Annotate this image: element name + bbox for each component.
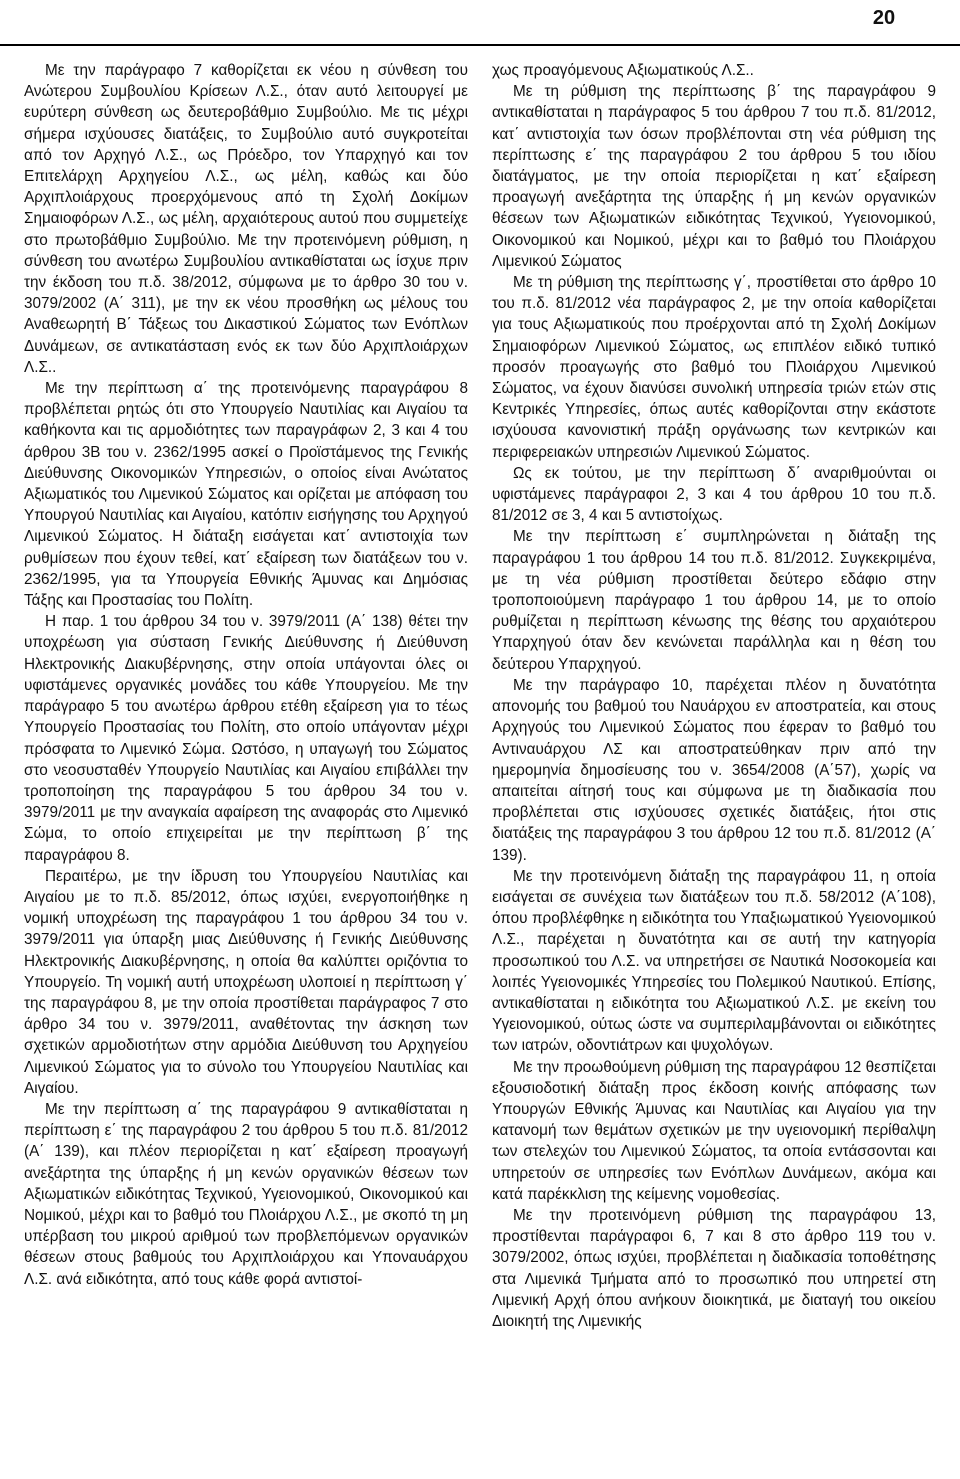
paragraph: Με την περίπτωση α΄ της παραγράφου 9 αντικαθίσταται η περίπτωση ε΄ της παραγράφου 2 του άρθρου 5 του π.δ. 81/2012 (Α΄ 139), και πλέον περιορίζεται η κατ΄ εξαίρεση προαγωγή ανεξάρτητα της ύπαρξης ή μη κενών οργανικών θέσεων των Αξιωματικών ειδικότητας Τεχνικού, Υγειονομικού, Οικονομικού και Νομικού, μέχρι και το βαθμό του Πλοιάρχου Λ.Σ., με σκοπό τη μη υπέρβαση του μικρού αριθμού των προβλεπόμενων οργανικών θέσεων στους βαθμούς του Αρχιπλοιάρχου και Υποναυάρχου Λ.Σ. ανά ειδικότητα, από τους κάθε φορά αντιστοί- [24, 1100, 468, 1288]
header-rule [0, 44, 960, 46]
page-number: 20 [872, 7, 896, 29]
paragraph: Με την περίπτωση ε΄ συμπληρώνεται η διάταξη της παραγράφου 1 του άρθρου 14 του π.δ. 81/2012. Συγκεκριμένα, με τη νέα ρύθμιση προστίθεται δεύτερο εδάφιο στην τροποποιούμενη παράγραφο 1 του άρθρου 14, με το οποίο ρυθμίζεται η περίπτωση κένωσης της θέσης του αρχαιότερου Υπαρχηγού όταν δεν κενώνεται παράλληλα και η θέση του δεύτερου Υπαρχηγού. [492, 528, 936, 673]
left-column [24, 60, 468, 1475]
paragraph: Με την προτεινόμενη ρύθμιση της παραγράφου 13, προστίθενται παράγραφοι 6, 7 και 8 στο άρθρο 119 του ν. 3079/2002, όπως ισχύει, προβλέπεται η διαδικασία τοποθέτησης στα Λιμενικά Τμήματα από το προσωπικό που υπηρετεί στη Λιμενική Αρχή όπου ανήκουν διοικητικά, με διαταγή του οικείου Διοικητή της Λιμενικής [492, 1206, 936, 1330]
paragraph: Περαιτέρω, με την ίδρυση του Υπουργείου Ναυτιλίας και Αιγαίου με το π.δ. 85/2012, όπως ισχύει, ενεργοποιήθηκε η νομική υποχρέωση της παραγράφου 1 του άρθρου 34 του ν. 3979/2011 για ύπαρξη μιας Διεύθυνσης ή Γενικής Διεύθυνσης Ηλεκτρονικής Διακυβέρνησης, η οποία θα καλύπτει οριζόντια το Υπουργείο. Τη νομική αυτή υποχρέωση υλοποιεί η περίπτωση γ΄ της παραγράφου 8, με την οποία προστίθεται παράγραφος 7 στο άρθρο 34 του ν. 3979/2011, αναθέτοντας την άσκηση των σχετικών αρμοδιοτήτων στην αρμόδια Διεύθυνση του Αρχηγείου Λιμενικού Σώματος για το σύνολο του Υπουργείου Ναυτιλίας και Αιγαίου. [24, 867, 468, 1097]
paragraph: Με την περίπτωση α΄ της προτεινόμενης παραγράφου 8 προβλέπεται ρητώς ότι στο Υπουργείο Ναυτιλίας και Αιγαίου τα καθήκοντα και τις αρμοδιότητες των παραγράφων 2, 3 και 4 του άρθρου 3Β του ν. 2362/1995 ασκεί ο Προϊστάμενος της Γενικής Διεύθυνσης Οικονομικών Υπηρεσιών, ο οποίος είναι Ανώτατος Αξιωματικός του Λιμενικού Σώματος και ορίζεται με απόφαση του Υπουργού Ναυτιλίας και Αιγαίου, κατόπιν εισήγησης του Αρχηγού Λιμενικού Σώματος. Η διάταξη εισάγεται κατ΄ αντιστοιχία των ρυθμίσεων που έχουν τεθεί, κατ΄ εξαίρεση των διατάξεων του ν. 2362/1995, για τα Υπουργεία Εθνικής Άμυνας και Δημόσιας Τάξης και Προστασίας του Πολίτη. [24, 380, 468, 610]
paragraph-continuation: χως προαγόμενους Αξιωματικούς Λ.Σ.. [492, 62, 754, 79]
paragraph: Η παρ. 1 του άρθρου 34 του ν. 3979/2011 (Α΄ 138) θέτει την υποχρέωση για σύσταση Γενικής Διεύθυνσης ή Διεύθυνση Ηλεκτρονικής Διακυβέρνησης, στην οποία υπάγονται όλες οι υφιστάμενες οργανικές μονάδες του κάθε Υπουργείου. Με την παράγραφο 5 του ανωτέρω άρθρου ετέθη εξαίρεση για το τέως Υπουργείο Προστασίας του Πολίτη, στο οποίο υπάγονταν μέχρι πρόσφατα το Λιμενικό Σώμα. Ωστόσο, η υπαγωγή του Σώματος στο νεοσυσταθέν Υπουργείο Ναυτιλίας και Αιγαίου επιβάλλει την τροποποίηση της παραγράφου 5 του άρθρου 34 του ν. 3979/2011 με την αναγκαία αφαίρεση της αναφοράς στο Λιμενικό Σώμα, το οποίο επιχειρείται με την περίπτωση β΄ της παραγράφου 8. [24, 613, 468, 864]
paragraph: Με τη ρύθμιση της περίπτωσης β΄ της παραγράφου 9 αντικαθίσταται η παράγραφος 5 του άρθρου 7 του π.δ. 81/2012, κατ΄ αντιστοιχία των όσων προβλέπονται στη νέα ρύθμιση της περίπτωσης ε΄ της παραγράφου 2 του άρθρου 5 του ιδίου διατάγματος, με την οποία περιορίζεται η κατ΄ εξαίρεση προαγωγή ανεξάρτητα της ύπαρξης ή μη κενών οργανικών θέσεων των Αξιωματικών ειδικότητας Τεχνικού, Υγειονομικού, Οικονομικού και Νομικού, μέχρι και το βαθμό του Πλοιάρχου Λιμενικού Σώματος [492, 83, 936, 270]
right-column [492, 60, 936, 1475]
paragraph: Με τη ρύθμιση της περίπτωσης γ΄, προστίθεται στο άρθρο 10 του π.δ. 81/2012 νέα παράγραφος 2, με την οποία καθορίζεται για τους Αξιωματικούς που προέρχονται από τη Σχολή Δοκίμων Σημαιοφόρων Λιμενικού Σώματος, ως επιπλέον ειδικό τυπικό προσόν προαγωγής στο βαθμό του Πλοιάρχου Λιμενικού Σώματος, να έχουν διανύσει συνολική υπηρεσία τριών ετών στις Κεντρικές Υπηρεσίες, όπως αυτές καθορίζονται στην εκάστοτε ισχύουσα κανονιστική πράξη οργάνωσης των κεντρικών και περιφερειακών υπηρεσιών Λιμενικού Σώματος. [492, 274, 936, 461]
paragraph: Με την προωθούμενη ρύθμιση της παραγράφου 12 θεσπίζεται εξουσιοδοτική διάταξη προς έκδοση κοινής απόφασης των Υπουργών Εθνικής Άμυνας και Ναυτιλίας και Αιγαίου για την κατανομή των θεμάτων σχετικών με την υγειονομική περίθαλψη των στελεχών του Λιμενικού Σώματος, τα οποία εντάσσονται και υπηρετούν σε υπηρεσίες των Ενόπλων Δυνάμεων, ακόμα και κατά παρέκκλιση της κείμενης νομοθεσίας. [492, 1058, 936, 1203]
paragraph: Με την προτεινόμενη διάταξη της παραγράφου 11, η οποία εισάγεται σε συνέχεια των διατάξεων του π.δ. 58/2012 (Α΄108), όπου προβλέφθηκε η ειδικότητα του Υπαξιωματικού Υγειονομικού Λ.Σ., παρέχεται η δυνατότητα και σε αυτή την κατηγορία προσωπικού του Λ.Σ. να υπηρετήσει σε Ναυτικά Νοσοκομεία και λοιπές Υγειονομικές Υπηρεσίες του Πολεμικού Ναυτικού. Επίσης, αντικαθίσταται η ειδικότητα του Αξιωματικού Λ.Σ. με εκείνη του Υγειονομικού, ούτως ώστε να συμπεριλαμβάνονται οι ειδικότητες των ιατρών, οδοντιάτρων και ψυχολόγων. [492, 867, 936, 1055]
paragraph: Ως εκ τούτου, με την περίπτωση δ΄ αναριθμούνται οι υφιστάμενες παράγραφοι 2, 3 και 4 του άρθρου 10 του π.δ. 81/2012 σε 3, 4 και 5 αντιστοίχως. [492, 464, 936, 525]
paragraph: Με την παράγραφο 7 καθορίζεται εκ νέου η σύνθεση του Ανώτερου Συμβουλίου Κρίσεων Λ.Σ., όταν αυτό λειτουργεί με ευρύτερη σύνθεση ως δευτεροβάθμιο Συμβούλιο. Με τις μέχρι σήμερα ισχύουσες διατάξεις, το Συμβούλιο αυτό συγκροτείται από τον Αρχηγό Λ.Σ., ως Πρόεδρο, τον Υπαρχηγό και τον Επιτελάρχη Αρχηγείου Λ.Σ., ως μέλη, καθώς και δύο Αρχιπλοιάρχους προερχόμενους από τη Σχολή Δοκίμων Σημαιοφόρων Λ.Σ., ως μέλη, αρχαιότερους αυτού που συμμετείχε στο πρωτοβάθμιο Συμβούλιο. Με την προτεινόμενη ρύθμιση, η σύνθεση του ανωτέρω Συμβουλίου αντικαθίσταται ως ίσχυε πριν την έκδοση του π.δ. 38/2012, σύμφωνα με το άρθρο 30 του ν. 3079/2002 (Α΄ 311), με την εκ νέου προσθήκη ως μέλους του Αναθεωρητή Β΄ Τάξεως του Δικαστικού Σώματος των Ενόπλων Δυνάμεων, σε αντικατάσταση ενός εκ των δύο Αρχιπλοιάρχων Λ.Σ.. [24, 62, 468, 376]
paragraph: Με την παράγραφο 10, παρέχεται πλέον η δυνατότητα απονομής του βαθμού του Ναυάρχου εν αποστρατεία, και στους Αρχηγούς του Λιμενικού Σώματος που έφεραν το βαθμό του Αντιναυάρχου ΛΣ και αποστρατεύθηκαν πριν από την ημερομηνία δημοσίευσης του ν. 3654/2008 (Α΄57), χωρίς να απαιτείται αίτησή τους και σύμφωνα με τη διαδικασία που προβλέπεται στις ισχύουσες σχετικές διατάξεις, ήτοι στις διατάξεις της παραγράφου 3 του άρθρου 12 του π.δ. 81/2012 (Α΄ 139). [492, 676, 936, 864]
